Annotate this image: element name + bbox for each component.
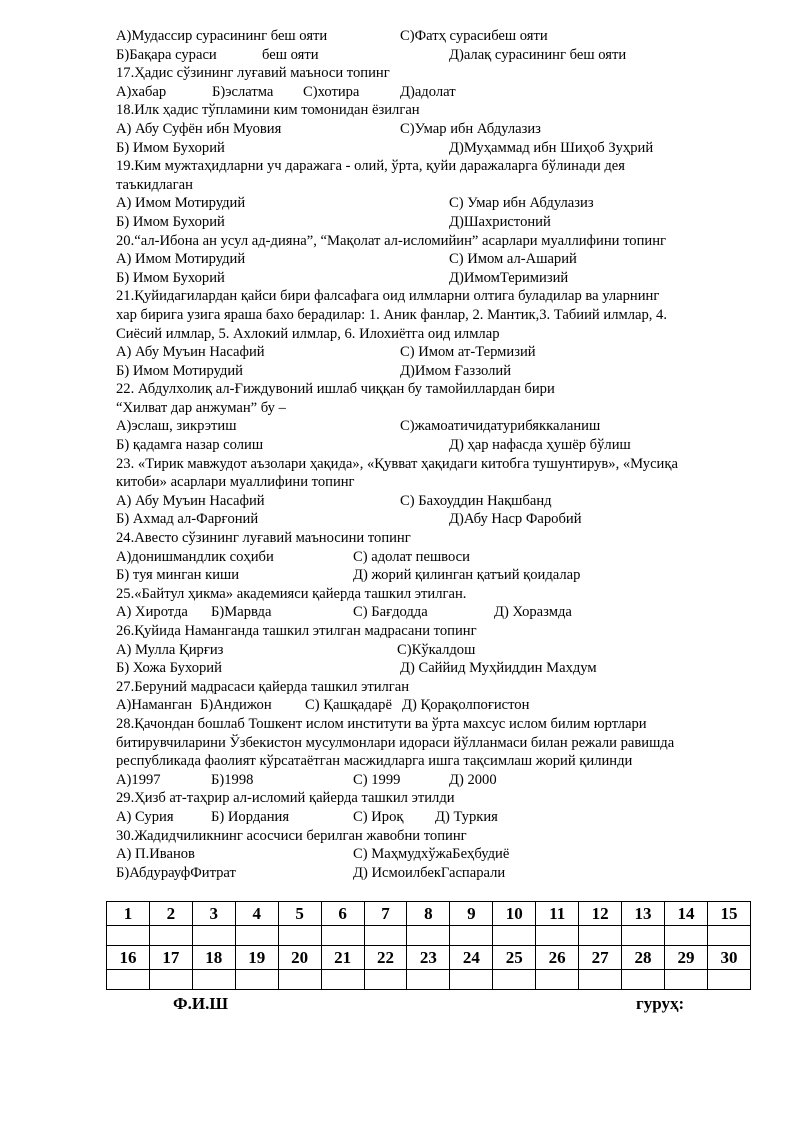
text-segment: Б) Имом Мотирудий (116, 362, 243, 379)
text-segment: хар бирига узига яраша бахо берадилар: 1. Аник фанлар, 2. Мантик,3. Табиий илмлар, 4. (116, 306, 668, 323)
text-segment: А) Абу Суфён ибн Муовия (116, 120, 282, 137)
text-line (116, 734, 756, 753)
text-segment: Б) Имом Бухорий (116, 213, 225, 230)
text-segment: Д)Имом Ғаззолий (400, 362, 512, 379)
question-number-cell: 19 (235, 946, 278, 970)
text-segment: Д)ИмомТеримизий (449, 269, 569, 286)
text-line (116, 120, 756, 139)
question-number-cell: 28 (622, 946, 665, 970)
answer-cell[interactable] (450, 970, 493, 990)
text-segment: С) Имом ал-Ашарий (449, 251, 577, 268)
question-number-cell: 10 (493, 902, 536, 926)
answer-cell[interactable] (278, 926, 321, 946)
question-number-cell: 16 (107, 946, 150, 970)
answer-cell[interactable] (149, 926, 192, 946)
text-segment: С) МаҳмудхўжаБеҳбудиё (353, 846, 510, 863)
text-segment: Б)Бақара сураси (116, 46, 217, 63)
text-line (116, 176, 756, 195)
text-line (116, 46, 756, 65)
question-number-cell: 25 (493, 946, 536, 970)
full-name-label: Ф.И.Ш (173, 994, 228, 1013)
answer-cell[interactable] (536, 926, 579, 946)
text-segment: С)хотира (303, 83, 360, 100)
text-line (116, 362, 756, 381)
text-segment: беш ояти (262, 46, 319, 63)
question-number-cell: 9 (450, 902, 493, 926)
text-segment: Д)Шахристоний (449, 213, 551, 230)
question-number-cell: 21 (321, 946, 364, 970)
question-number-cell: 2 (149, 902, 192, 926)
question-number-cell: 6 (321, 902, 364, 926)
text-segment: С) адолат пешвоси (353, 548, 470, 565)
text-segment: 21.Қуйидагилардан қайси бири фалсафага оид илмларни олтига буладилар ва уларнинг (116, 288, 660, 305)
text-segment: 22. Абдулхолиқ ал-Ғиждувоний ишлаб чиққан бу тамойиллардан бири (116, 381, 555, 398)
question-number-row (107, 902, 751, 926)
text-segment: Б) Иордания (211, 808, 290, 825)
text-segment: С) Бахоуддин Нақшбанд (400, 492, 552, 509)
text-segment: С) Ироқ (353, 808, 404, 825)
text-segment: Д) Туркия (435, 808, 498, 825)
text-line (116, 157, 756, 176)
answer-cell[interactable] (235, 970, 278, 990)
answer-cell[interactable] (149, 970, 192, 990)
text-segment: Б) қадамга назар солиш (116, 437, 264, 454)
text-segment: Б)АбдурауфФитрат (116, 864, 236, 881)
text-segment: 24.Авесто сўзининг луғавий маъносини топинг (116, 530, 411, 547)
text-segment: Сиёсий илмлар, 5. Ахлокий илмлар, 6. Илохиётга оид илмлар (116, 325, 500, 342)
question-number-cell: 27 (579, 946, 622, 970)
text-segment: А)Мудассир сурасининг беш ояти (116, 28, 328, 44)
text-segment: Д)адолат (400, 83, 456, 100)
text-segment: Б)эслатма (212, 83, 274, 100)
text-line (116, 715, 756, 734)
text-segment: 26.Қуйида Наманганда ташкил этилган мадрасани топинг (116, 623, 477, 639)
text-segment: 30.Жадидчиликнинг асосчиси берилган жавобни топинг (116, 827, 467, 844)
text-line (116, 510, 756, 529)
text-line (116, 845, 756, 864)
text-segment: Б) Ахмад ал-Фарғоний (116, 511, 259, 528)
text-segment: А) Сурия (116, 808, 174, 825)
text-segment: Д) Қорақолпоғистон (402, 697, 530, 714)
answer-cell[interactable] (407, 970, 450, 990)
text-segment: китоби» асарлари муаллифини топинг (116, 474, 355, 491)
text-line (116, 659, 756, 678)
text-segment: 17.Ҳадис сўзининг луғавий маъноси топинг (116, 65, 390, 82)
text-segment: С)Кўкалдош (397, 641, 476, 658)
text-segment: А) Абу Муъин Насафий (116, 492, 265, 509)
text-segment: С) Қашқадарё (305, 697, 392, 714)
text-line (116, 306, 756, 325)
text-line (116, 473, 756, 492)
answer-cell[interactable] (707, 970, 750, 990)
text-line (116, 548, 756, 567)
text-segment: С) Бағдодда (353, 604, 428, 621)
text-line (116, 139, 756, 158)
question-number-cell: 1 (107, 902, 150, 926)
text-segment: С) 1999 (353, 771, 401, 788)
group-label: гуруҳ: (636, 994, 685, 1013)
answer-cell[interactable] (192, 970, 235, 990)
text-segment: А)хабар (116, 83, 167, 100)
text-segment: Д) 2000 (449, 771, 497, 788)
text-line (116, 455, 756, 474)
text-line (116, 771, 756, 790)
text-segment: Д) ИсмоилбекГаспарали (353, 864, 506, 881)
text-segment: 25.«Байтул ҳикма» академияси қайерда ташкил этилган. (116, 585, 467, 602)
text-line (116, 101, 756, 120)
question-number-cell: 8 (407, 902, 450, 926)
text-line (116, 269, 756, 288)
text-segment: А) Имом Мотирудий (116, 251, 246, 268)
question-number-cell: 20 (278, 946, 321, 970)
text-segment: 28.Қачондан бошлаб Тошкент ислом институти ва ўрта махсус ислом билим юртлари (116, 715, 647, 732)
text-segment: А)донишмандлик соҳиби (116, 548, 274, 565)
text-line (116, 492, 756, 511)
question-number-row (107, 946, 751, 970)
text-line (116, 789, 756, 808)
answer-cell[interactable] (107, 926, 150, 946)
text-segment: 29.Ҳизб ат-таҳрир ал-исломий қайерда ташкил этилди (116, 790, 455, 807)
text-line (116, 808, 756, 827)
answer-cell[interactable] (579, 970, 622, 990)
text-segment: Б)Марвда (211, 604, 272, 621)
text-segment: 23. «Тирик мавжудот аъзолари ҳақида», «Қувват ҳақидаги китобга тушунтирув», «Мусиқа (116, 455, 678, 472)
text-line (116, 417, 756, 436)
text-segment: С)Фатҳ сурасибеш ояти (400, 28, 548, 44)
answer-cell[interactable] (493, 926, 536, 946)
text-segment: Б) Хожа Бухорий (116, 660, 222, 677)
text-line (116, 566, 756, 585)
text-segment: Б)Андижон (200, 697, 272, 714)
question-number-cell: 23 (407, 946, 450, 970)
text-line (116, 678, 756, 697)
text-segment: А)1997 (116, 771, 161, 788)
answer-cell[interactable] (493, 970, 536, 990)
text-segment: А) Хиротда (116, 604, 188, 621)
text-segment: Б) Имом Бухорий (116, 269, 225, 286)
question-number-cell: 29 (664, 946, 707, 970)
text-line (116, 325, 756, 344)
text-line (116, 864, 756, 883)
text-segment: битирувчиларини Ўзбекистон мусулмонлари идораси йўлланмаси билан режали равишда (116, 734, 675, 751)
text-segment: Д) жорий қилинган қатъий қоидалар (353, 567, 581, 584)
text-segment: А) Имом Мотирудий (116, 195, 246, 212)
answer-cell[interactable] (579, 926, 622, 946)
answer-cell[interactable] (321, 970, 364, 990)
question-number-cell: 5 (278, 902, 321, 926)
answer-cell[interactable] (235, 926, 278, 946)
answer-cell[interactable] (622, 926, 665, 946)
answer-cell[interactable] (536, 970, 579, 990)
text-line (116, 436, 756, 455)
question-number-cell: 12 (579, 902, 622, 926)
text-segment: 27.Беруний мадрасаси қайерда ташкил этилган (116, 678, 410, 695)
question-number-cell: 18 (192, 946, 235, 970)
text-segment: С)Умар ибн Абдулазиз (400, 120, 541, 137)
text-line (116, 641, 756, 660)
text-line (116, 603, 756, 622)
answer-cell[interactable] (364, 926, 407, 946)
text-segment: А)эслаш, зикрэтиш (116, 418, 237, 435)
text-line (116, 752, 756, 771)
question-number-cell: 26 (536, 946, 579, 970)
answer-cell[interactable] (407, 926, 450, 946)
text-segment: республикада фаолият кўрсатаётган масжидларга ишга тақсимлаш жорий қилинди (116, 753, 633, 770)
question-number-cell: 17 (149, 946, 192, 970)
text-segment: С) Имом ат-Термизий (400, 344, 536, 361)
text-line (116, 287, 756, 306)
text-line (116, 529, 756, 548)
text-segment: Б) туя минган киши (116, 567, 240, 584)
text-segment: А) П.Иванов (116, 846, 195, 863)
answer-cell[interactable] (192, 926, 235, 946)
question-number-cell: 24 (450, 946, 493, 970)
question-number-cell: 3 (192, 902, 235, 926)
question-number-cell: 13 (622, 902, 665, 926)
text-segment: Д) Хоразмда (494, 604, 572, 621)
text-segment: Б) Имом Бухорий (116, 139, 225, 156)
answer-cell[interactable] (450, 926, 493, 946)
text-line (116, 380, 756, 399)
text-line (116, 232, 756, 251)
text-line (116, 213, 756, 232)
text-segment: 19.Ким мужтаҳидларни уч даражага - олий, ўрта, қуйи даражаларга бўлинади дея (116, 158, 625, 175)
answer-grid (106, 901, 751, 990)
answer-cell[interactable] (107, 970, 150, 990)
answer-row (107, 970, 751, 990)
text-segment: Б)1998 (211, 771, 254, 788)
test-document (116, 27, 756, 882)
text-segment: 20.“ал-Ибона ан усул ад-дияна”, “Мақолат ал-исломийин” асарлари муаллифини топинг (116, 232, 666, 249)
question-number-cell: 22 (364, 946, 407, 970)
text-segment: С)жамоатичидатурибяккаланиш (400, 418, 601, 435)
question-number-cell: 4 (235, 902, 278, 926)
text-segment: С) Умар ибн Абдулазиз (449, 195, 594, 212)
text-line (116, 27, 756, 46)
text-line (116, 64, 756, 83)
text-line (116, 827, 756, 846)
answer-cell[interactable] (664, 970, 707, 990)
text-segment: А) Абу Муъин Насафий (116, 344, 265, 361)
answer-cell[interactable] (321, 926, 364, 946)
text-line (116, 343, 756, 362)
text-line (116, 696, 756, 715)
text-segment: Д)алақ сурасининг беш ояти (449, 46, 627, 63)
text-line (116, 622, 756, 641)
text-line (116, 194, 756, 213)
text-line (116, 250, 756, 269)
answer-cell[interactable] (278, 970, 321, 990)
text-segment: А)Наманган (116, 697, 193, 714)
question-number-cell: 30 (707, 946, 750, 970)
text-segment: Д)Абу Наср Фаробий (449, 511, 582, 528)
text-segment: А) Мулла Қирғиз (116, 641, 224, 658)
answer-cell[interactable] (622, 970, 665, 990)
question-number-cell: 15 (707, 902, 750, 926)
text-line (116, 399, 756, 418)
text-segment: Д) ҳар нафасда ҳушёр бўлиш (449, 437, 631, 454)
question-number-cell: 14 (664, 902, 707, 926)
text-segment: 18.Илк ҳадис тўпламини ким томонидан ёзилган (116, 102, 420, 119)
text-segment: Д)Муҳаммад ибн Шиҳоб Зуҳрий (449, 139, 654, 156)
question-number-cell: 11 (536, 902, 579, 926)
answer-cell[interactable] (364, 970, 407, 990)
text-line (116, 83, 756, 102)
text-segment: “Хилват дар анжуман” бу – (116, 399, 286, 416)
text-segment: Д) Саййид Муҳйиддин Махдум (400, 660, 597, 677)
question-number-cell: 7 (364, 902, 407, 926)
answer-cell[interactable] (707, 926, 750, 946)
answer-row (107, 926, 751, 946)
answer-cell[interactable] (664, 926, 707, 946)
text-line (116, 585, 756, 604)
text-segment: таъкидлаган (116, 176, 193, 193)
